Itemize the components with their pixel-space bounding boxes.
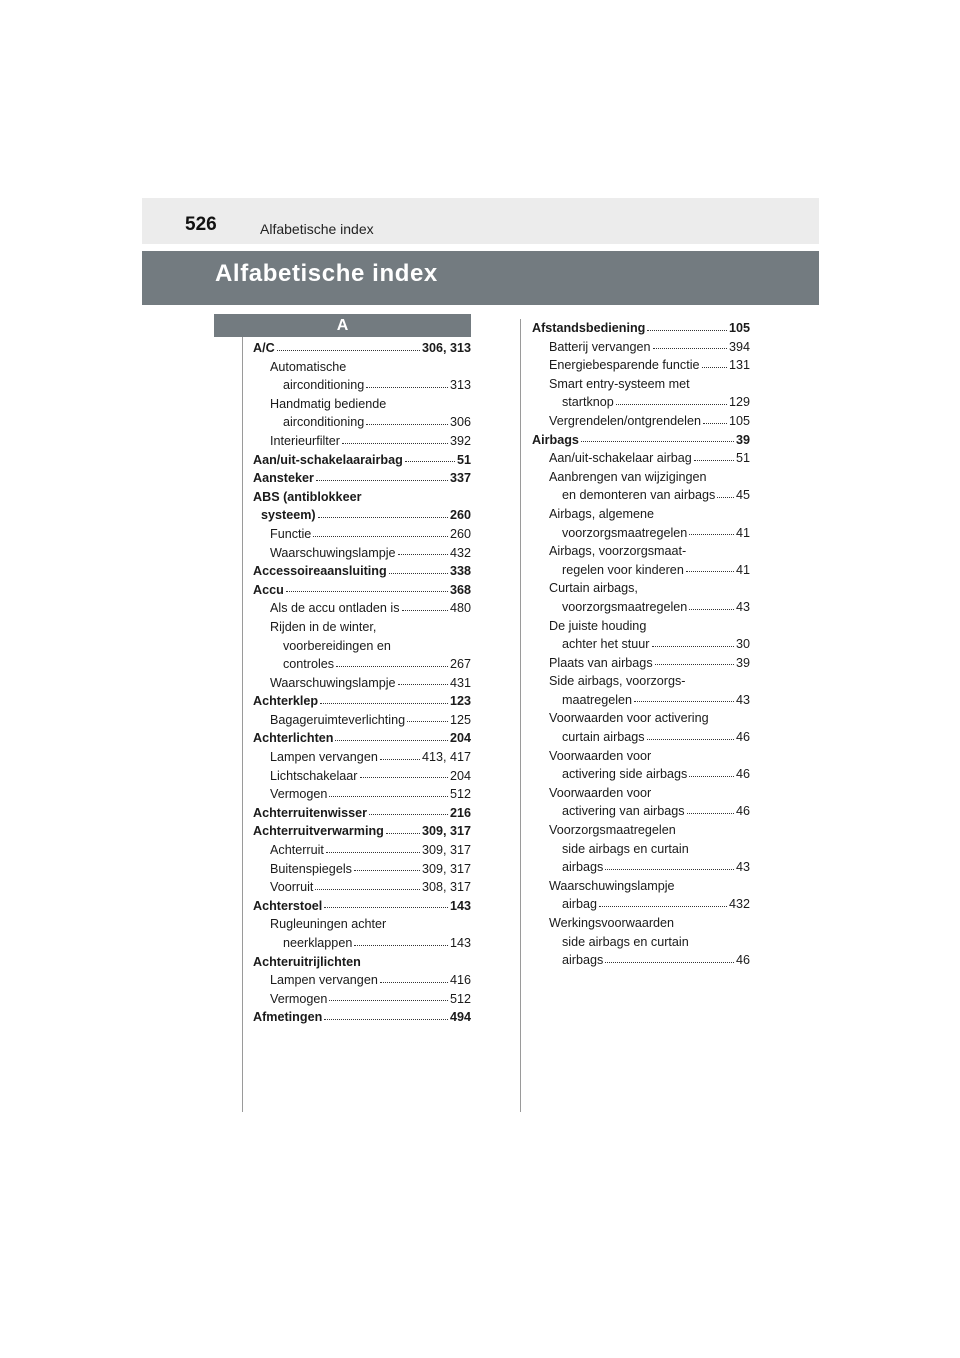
entry-label: Rugleuningen achter xyxy=(270,917,387,932)
entry-label: Bagageruimteverlichting xyxy=(270,712,406,727)
index-column-left xyxy=(253,339,471,1027)
index-entry xyxy=(253,804,471,823)
dot-leader xyxy=(329,796,448,797)
dot-leader xyxy=(647,739,734,740)
dot-leader xyxy=(320,703,448,704)
entry-label: voorzorgsmaatregelen xyxy=(562,599,688,614)
index-subentry xyxy=(532,933,750,952)
page-reference: 43 xyxy=(735,860,750,875)
dot-leader xyxy=(354,870,420,871)
dot-leader xyxy=(336,666,448,667)
index-subentry xyxy=(532,617,750,636)
dot-leader xyxy=(717,497,734,498)
entry-label: Vergrendelen/ontgrendelen xyxy=(549,413,701,428)
index-entry xyxy=(253,1008,471,1027)
index-subentry xyxy=(532,765,750,784)
index-entry xyxy=(253,506,471,525)
dot-leader xyxy=(398,554,448,555)
entry-label: Energiebesparende functie xyxy=(549,358,700,373)
page-reference: 123 xyxy=(449,694,471,709)
index-entry xyxy=(253,339,471,358)
entry-label: Rijden in de winter, xyxy=(270,619,377,634)
entry-label: Voorwaarden voor xyxy=(549,748,652,763)
index-subentry xyxy=(253,934,471,953)
dot-leader xyxy=(398,684,448,685)
index-subentry xyxy=(532,672,750,691)
page-header-band xyxy=(142,198,819,244)
page-reference: 432 xyxy=(728,897,750,912)
entry-label: Achteruitrijlichten xyxy=(253,954,361,969)
dot-leader xyxy=(324,907,448,908)
page-reference: 512 xyxy=(449,787,471,802)
index-entry xyxy=(253,562,471,581)
section-letter-heading: A xyxy=(214,314,471,337)
dot-leader xyxy=(653,348,727,349)
running-title: Alfabetische index xyxy=(260,221,374,237)
entry-label: controles xyxy=(283,657,335,672)
entry-label: Werkingsvoorwaarden xyxy=(549,916,675,930)
middle-column-rule xyxy=(520,319,521,1112)
entry-label: Achterruitenwisser xyxy=(253,805,368,820)
page-reference: 368 xyxy=(449,582,471,597)
entry-label: maatregelen xyxy=(562,692,633,707)
page-reference: 39 xyxy=(735,655,750,670)
dot-leader xyxy=(689,534,734,535)
index-subentry xyxy=(532,505,750,524)
index-subentry xyxy=(253,860,471,879)
entry-label: Curtain airbags, xyxy=(549,581,638,596)
dot-leader xyxy=(318,517,448,518)
entry-label: en demonteren van airbags xyxy=(562,488,716,503)
index-subentry xyxy=(532,524,750,543)
index-subentry xyxy=(532,728,750,747)
entry-label: systeem) xyxy=(261,508,316,523)
index-subentry xyxy=(253,990,471,1009)
page-reference: 260 xyxy=(449,508,471,523)
page-reference: 394 xyxy=(728,339,750,354)
index-subentry xyxy=(532,486,750,505)
index-entry xyxy=(532,319,750,338)
entry-label: Achterklep xyxy=(253,694,319,709)
page-reference: 338 xyxy=(449,564,471,579)
page-reference: 105 xyxy=(728,413,750,428)
entry-label: Achterstoel xyxy=(253,898,323,913)
page-reference: 432 xyxy=(449,545,471,560)
page-reference: 51 xyxy=(735,451,750,466)
page-reference: 46 xyxy=(735,804,750,819)
index-subentry xyxy=(253,376,471,395)
entry-label: achter het stuur xyxy=(562,637,650,652)
entry-label: Achterruit xyxy=(270,843,324,858)
entry-label: Voorruit xyxy=(270,880,314,895)
index-subentry xyxy=(532,691,750,710)
index-subentry xyxy=(532,877,750,896)
index-entry xyxy=(253,469,471,488)
dot-leader xyxy=(369,814,448,815)
index-subentry xyxy=(253,637,471,656)
dot-leader xyxy=(324,1019,448,1020)
dot-leader xyxy=(689,609,734,610)
page-reference: 494 xyxy=(449,1010,471,1025)
entry-label: A/C xyxy=(253,341,275,355)
entry-label: Accu xyxy=(253,582,284,597)
entry-label: airconditioning xyxy=(283,415,365,430)
entry-label: Voorwaarden voor xyxy=(549,785,652,800)
page-reference: 46 xyxy=(735,767,750,782)
dot-leader xyxy=(605,869,734,870)
dot-leader xyxy=(702,367,727,368)
page-reference: 30 xyxy=(735,637,750,652)
index-subentry xyxy=(532,393,750,412)
entry-label: Functie xyxy=(270,526,312,541)
entry-label: voorzorgsmaatregelen xyxy=(562,525,688,540)
entry-label: side airbags en curtain xyxy=(562,841,689,856)
page-reference: 308, 317 xyxy=(421,880,471,895)
dot-leader xyxy=(655,664,734,665)
entry-label: Handmatig bediende xyxy=(270,396,387,411)
index-entry xyxy=(253,897,471,916)
dot-leader xyxy=(605,962,734,963)
dot-leader xyxy=(634,701,734,702)
index-entry xyxy=(253,451,471,470)
entry-label: activering van airbags xyxy=(562,804,685,819)
entry-label: Lampen vervangen xyxy=(270,973,378,988)
page-reference: 131 xyxy=(728,358,750,373)
page-reference: 43 xyxy=(735,692,750,707)
index-subentry xyxy=(253,432,471,451)
page-reference: 46 xyxy=(735,730,750,745)
index-subentry xyxy=(532,468,750,487)
index-subentry xyxy=(532,375,750,394)
entry-label: Vermogen xyxy=(270,991,328,1006)
entry-label: Lampen vervangen xyxy=(270,750,378,765)
index-subentry xyxy=(253,767,471,786)
entry-label: airbags xyxy=(562,953,604,968)
dot-leader xyxy=(366,424,448,425)
index-subentry xyxy=(253,915,471,934)
entry-label: curtain airbags xyxy=(562,730,645,745)
entry-label: Aan/uit-schakelaarairbag xyxy=(253,452,403,467)
dot-leader xyxy=(386,833,420,834)
page-reference: 309, 317 xyxy=(421,824,471,839)
entry-label: Voorwaarden voor activering xyxy=(549,711,709,726)
entry-label: Lichtschakelaar xyxy=(270,768,358,783)
page-number: 526 xyxy=(185,214,217,235)
dot-leader xyxy=(366,387,448,388)
index-subentry xyxy=(253,599,471,618)
index-entry xyxy=(532,431,750,450)
entry-label: Achterruitverwarming xyxy=(253,824,384,839)
page-reference: 309, 317 xyxy=(421,861,471,876)
dot-leader xyxy=(616,404,727,405)
index-subentry xyxy=(532,895,750,914)
index-subentry xyxy=(532,338,750,357)
page-reference: 143 xyxy=(449,936,471,950)
entry-label: Buitenspiegels xyxy=(270,861,352,876)
index-subentry xyxy=(532,858,750,877)
entry-label: Achterlichten xyxy=(253,731,334,746)
page-reference: 413, 417 xyxy=(421,750,471,765)
entry-label: Afstandsbediening xyxy=(532,321,646,335)
dot-leader xyxy=(380,759,420,760)
entry-label: airbag xyxy=(562,897,598,912)
index-subentry xyxy=(253,785,471,804)
page-reference: 337 xyxy=(449,471,471,486)
entry-label: Automatische xyxy=(270,359,347,374)
entry-label: Accessoireaansluiting xyxy=(253,564,387,579)
index-subentry xyxy=(532,412,750,431)
page-reference: 45 xyxy=(735,488,750,503)
index-subentry xyxy=(532,914,750,933)
index-subentry xyxy=(532,654,750,673)
page-reference: 306, 313 xyxy=(421,341,471,355)
dot-leader xyxy=(329,1000,448,1001)
index-subentry xyxy=(253,878,471,897)
index-subentry xyxy=(532,821,750,840)
dot-leader xyxy=(402,610,448,611)
entry-label: Voorzorgsmaatregelen xyxy=(549,823,676,838)
entry-label: Plaats van airbags xyxy=(549,655,653,670)
index-subentry xyxy=(532,784,750,803)
index-entry xyxy=(253,692,471,711)
entry-label: Waarschuwingslampje xyxy=(270,545,396,560)
index-subentry xyxy=(532,951,750,970)
index-subentry xyxy=(532,598,750,617)
entry-label: Afmetingen xyxy=(253,1010,323,1025)
dot-leader xyxy=(335,740,448,741)
dot-leader xyxy=(360,777,448,778)
dot-leader xyxy=(315,889,420,890)
entry-label: Smart entry-systeem met xyxy=(549,376,690,391)
entry-label: De juiste houding xyxy=(549,618,647,633)
page-reference: 392 xyxy=(449,433,471,448)
index-subentry xyxy=(532,840,750,859)
page-reference: 260 xyxy=(449,526,471,541)
index-entry xyxy=(253,953,471,972)
index-subentry xyxy=(253,544,471,563)
dot-leader xyxy=(694,460,734,461)
page-reference: 306 xyxy=(449,415,471,430)
dot-leader xyxy=(407,721,448,722)
dot-leader xyxy=(599,906,727,907)
index-column-right xyxy=(532,319,750,970)
dot-leader xyxy=(316,480,448,481)
entry-label: Aanbrengen van wijzigingen xyxy=(549,469,707,484)
dot-leader xyxy=(686,571,734,572)
page-title: Alfabetische index xyxy=(215,260,438,287)
entry-label: Waarschuwingslampje xyxy=(270,675,396,690)
index-subentry xyxy=(532,635,750,654)
page-reference: 512 xyxy=(449,991,471,1006)
dot-leader xyxy=(342,443,448,444)
index-subentry xyxy=(253,358,471,377)
dot-leader xyxy=(354,945,448,946)
entry-label: side airbags en curtain xyxy=(562,934,689,949)
index-subentry xyxy=(253,674,471,693)
page-reference: 313 xyxy=(449,378,471,393)
index-subentry xyxy=(532,356,750,375)
dot-leader xyxy=(277,350,420,351)
index-subentry xyxy=(253,655,471,674)
dot-leader xyxy=(405,461,455,462)
index-subentry xyxy=(532,747,750,766)
page-reference: 143 xyxy=(449,898,471,913)
dot-leader xyxy=(389,573,448,574)
page-reference: 129 xyxy=(728,395,750,410)
index-subentry xyxy=(532,802,750,821)
left-column-rule xyxy=(242,337,243,1112)
index-entry xyxy=(253,729,471,748)
index-subentry xyxy=(532,579,750,598)
dot-leader xyxy=(689,776,734,777)
page-reference: 267 xyxy=(449,657,471,672)
entry-label: Batterij vervangen xyxy=(549,339,651,354)
entry-label: Aan/uit-schakelaar airbag xyxy=(549,451,692,466)
page-reference: 480 xyxy=(449,601,471,616)
index-subentry xyxy=(253,711,471,730)
index-subentry xyxy=(532,561,750,580)
dot-leader xyxy=(581,441,734,442)
page-reference: 125 xyxy=(449,712,471,727)
page-reference: 204 xyxy=(449,768,471,783)
index-subentry xyxy=(253,525,471,544)
entry-label: voorbereidingen en xyxy=(283,638,391,653)
dot-leader xyxy=(647,330,727,331)
index-subentry xyxy=(532,449,750,468)
entry-label: Airbags xyxy=(532,432,579,447)
entry-label: neerklappen xyxy=(283,936,353,950)
page-reference: 39 xyxy=(735,432,750,447)
page-reference: 105 xyxy=(728,321,750,335)
dot-leader xyxy=(703,423,727,424)
page-reference: 309, 317 xyxy=(421,843,471,858)
entry-label: activering side airbags xyxy=(562,767,688,782)
index-subentry xyxy=(253,971,471,990)
index-subentry xyxy=(532,542,750,561)
entry-label: airbags xyxy=(562,860,604,875)
dot-leader xyxy=(687,813,734,814)
entry-label: Waarschuwingslampje xyxy=(549,878,675,893)
entry-label: Airbags, voorzorgsmaat- xyxy=(549,544,687,559)
dot-leader xyxy=(380,982,448,983)
index-entry xyxy=(253,822,471,841)
page-reference: 46 xyxy=(735,953,750,968)
dot-leader xyxy=(652,646,734,647)
index-entry xyxy=(253,488,471,507)
page-reference: 204 xyxy=(449,731,471,746)
entry-label: Airbags, algemene xyxy=(549,506,655,521)
dot-leader xyxy=(286,591,448,592)
page-reference: 416 xyxy=(449,973,471,988)
entry-label: Interieurfilter xyxy=(270,433,340,448)
index-subentry xyxy=(253,395,471,414)
index-subentry xyxy=(253,748,471,767)
index-subentry xyxy=(532,709,750,728)
page-reference: 43 xyxy=(735,599,750,614)
page-reference: 216 xyxy=(449,805,471,820)
entry-label: ABS (antiblokkeer xyxy=(253,489,362,504)
entry-label: startknop xyxy=(562,395,614,410)
page-reference: 431 xyxy=(449,675,471,690)
entry-label: Vermogen xyxy=(270,787,328,802)
entry-label: regelen voor kinderen xyxy=(562,562,684,577)
page-reference: 41 xyxy=(735,525,750,540)
index-subentry xyxy=(253,618,471,637)
index-subentry xyxy=(253,841,471,860)
dot-leader xyxy=(313,536,448,537)
entry-label: Side airbags, voorzorgs- xyxy=(549,674,686,689)
index-entry xyxy=(253,581,471,600)
entry-label: airconditioning xyxy=(283,378,365,393)
entry-label: Als de accu ontladen is xyxy=(270,601,400,616)
page-reference: 41 xyxy=(735,562,750,577)
page-reference: 51 xyxy=(456,452,471,467)
entry-label: Aansteker xyxy=(253,471,314,486)
index-subentry xyxy=(253,413,471,432)
dot-leader xyxy=(326,852,420,853)
